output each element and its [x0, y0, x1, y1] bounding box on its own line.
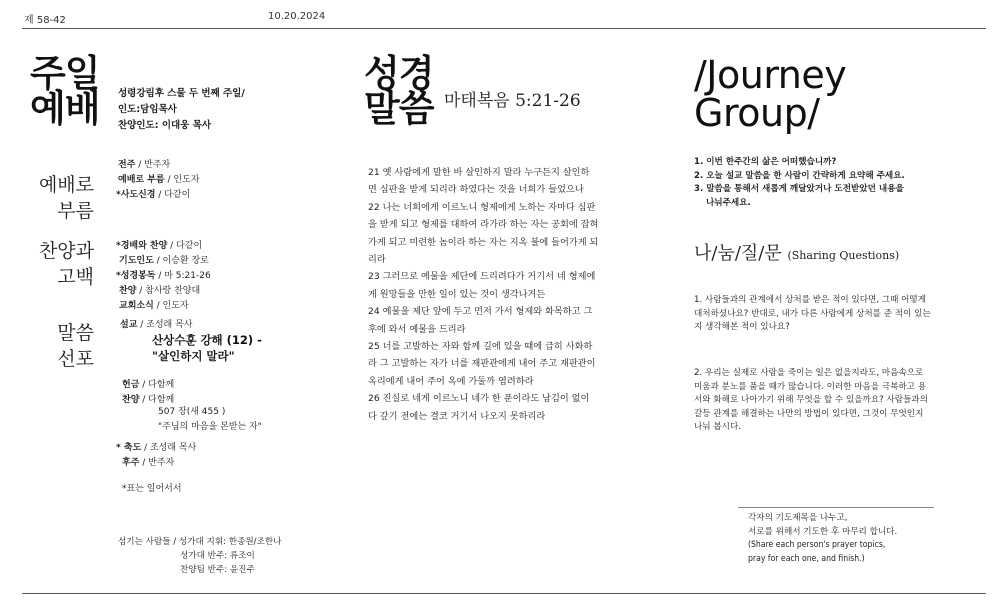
worship-title-line2: 예배: [30, 87, 100, 130]
order-who: / 다함께: [139, 395, 175, 405]
order-who: / 반주자: [139, 458, 175, 468]
servants-line3: 찬양팀 반주: 윤진주: [180, 565, 255, 575]
question-line: 1. 사람들과의 관계에서 상처를 받은 적이 있다면, 그때 어떻게: [694, 295, 927, 305]
hymn-number: 507 장(새 455 ): [158, 407, 226, 417]
question-line: 서와 화해로 나아가기 위해 무엇을 할 수 있을까요? 사람들과의: [694, 395, 928, 405]
section-label-line: 부름: [57, 200, 94, 222]
order-label: *사도신경: [116, 190, 156, 200]
passage-line: 을 받게 되고 형제를 대하여 라가라 하는 자는 공회에 잡혀: [368, 219, 599, 231]
sharing-question-1: [694, 294, 974, 335]
intro-question: 나눠주세요.: [694, 197, 751, 208]
order-item: [118, 173, 199, 188]
section-word-proclamation: [14, 320, 94, 372]
order-label: 설교: [120, 320, 138, 330]
order-item: [116, 239, 211, 254]
scripture-title-line1: 성경: [364, 52, 434, 95]
passage-line: 22 나는 너희에게 이르노니 형제에게 노하는 자마다 심판: [368, 201, 596, 213]
worship-title-line1: 주일: [30, 52, 100, 95]
closing-divider: [738, 507, 934, 508]
sharing-heading-ko: 나/눔/질/문: [694, 243, 782, 264]
passage-line: 26 진실로 네게 이르노니 네가 한 푼이라도 남김이 없이: [368, 393, 590, 405]
order-who: / 인도자: [153, 301, 189, 311]
question-line: 대처하셨나요? 반대로, 내가 다른 사람에게 상처를 준 적이 있는: [694, 308, 931, 319]
order-who: / 인도자: [164, 175, 200, 185]
passage-line: 라 그 고발하는 자가 너를 재판관에게 내어 주고 재판관이: [368, 358, 596, 370]
bulletin-date: 10.20.2024: [268, 11, 326, 22]
passage-line: 면 심판을 받게 되리라 하였다는 것을 너희가 들었으나: [368, 184, 584, 196]
order-label: 기도인도: [119, 256, 154, 266]
section-call-to-worship: [14, 172, 94, 224]
order-item: [116, 269, 211, 284]
closing-line-en: (Share each person's prayer topics,: [748, 540, 886, 550]
order-item: [122, 378, 174, 393]
passage-line: 옥리에게 내어 주어 옥에 가둘까 염려하라: [368, 375, 534, 387]
standing-note: *표는 일어서서: [122, 484, 182, 494]
journey-title-line2: Group/: [694, 91, 820, 135]
sermon-title-line1: 산상수훈 강해 (12) -: [152, 333, 262, 347]
order-who: / 참사랑 찬양대: [136, 286, 201, 296]
liturgical-day: 성령강림후 스물 두 번째 주일/: [118, 88, 245, 99]
order-label: 전주: [118, 160, 136, 170]
passage-line: 24 예물을 제단 앞에 두고 먼저 가서 형제와 화목하고 그: [368, 306, 593, 318]
intro-question: 1. 이번 한주간의 삶은 어떠했습니까?: [694, 157, 837, 167]
journey-intro-questions: [694, 156, 905, 210]
sharing-heading-en: (Sharing Questions): [787, 249, 900, 262]
passage-line: 다 갚기 전에는 결코 거기서 나오지 못하리라: [368, 410, 546, 422]
call-to-worship-list: [118, 158, 199, 203]
section-label-line: 찬양과: [38, 240, 94, 262]
order-who: / 다같이: [167, 241, 203, 251]
order-label: 교회소식: [119, 301, 154, 311]
order-who: / 다같이: [155, 190, 191, 200]
order-item: [122, 456, 196, 471]
question-line: 2. 우리는 실제로 사람을 죽이는 일은 없을지라도, 마음속으로: [694, 368, 924, 378]
hymn-info: [158, 405, 262, 435]
praise-list: [116, 239, 211, 314]
sharing-questions-heading: [694, 239, 899, 265]
order-who: / 이승환 장로: [153, 256, 209, 266]
order-item: [116, 441, 196, 456]
scripture-passage: [368, 164, 640, 425]
question-line: 나눠 봅시다.: [694, 422, 741, 432]
intro-question: 2. 오늘 설교 말씀을 한 사람이 간략하게 요약해 주세요.: [694, 170, 905, 181]
question-line: 미움과 분노를 품을 때가 많습니다. 이러한 마음을 극복하고 용: [694, 381, 927, 392]
worship-subtitle: [118, 86, 245, 134]
worship-title: [30, 52, 100, 130]
closing-line-en: pray for each one, and finish.): [748, 553, 865, 564]
order-who: / 조성래 목사: [141, 443, 197, 453]
order-label: * 축도: [116, 443, 142, 453]
order-label: 찬양: [119, 286, 137, 296]
sermon-title-line2: "살인하지 말라": [152, 349, 235, 363]
order-label: 헌금: [122, 380, 140, 390]
closing-instructions: [748, 512, 897, 566]
passage-line: 21 옛 사람에게 말한 바 살인하지 말라 누구든지 살인하: [368, 167, 590, 178]
servants-line1: 섬기는 사람들 / 성가대 지휘: 한종원/조한나: [118, 537, 282, 547]
servants-line2: 성가대 반주: 류조이: [180, 551, 255, 561]
passage-line: 리라: [368, 254, 386, 266]
order-item: [118, 158, 199, 173]
scripture-reference: 마태복음 5:21-26: [444, 91, 581, 111]
intro-question: 3. 말씀을 통해서 새롭게 깨달았거나 도전받았던 내용을: [694, 184, 904, 194]
scripture-title: [364, 52, 434, 130]
order-who: / 반주자: [135, 160, 171, 170]
order-item: [119, 284, 211, 299]
order-label: *성경봉독: [116, 271, 156, 281]
order-label: *경배와 찬양: [116, 241, 168, 251]
order-who: / 조성래 목사: [137, 320, 193, 330]
scripture-title-line2: 말씀: [364, 87, 434, 130]
hymn-title: "주님의 마음을 본받는 자": [158, 422, 262, 432]
passage-line: 가게 되고 미련한 놈이라 하는 자는 지옥 불에 들어가게 되: [368, 236, 599, 248]
issue-number: 제 58-42: [24, 15, 66, 26]
passage-line: 후에 와서 예물을 드리라: [368, 323, 466, 335]
passage-line: 게 원망들을 만한 일이 있는 것이 생각나거든: [368, 288, 546, 300]
question-line: 갈등 관계를 해결하는 나만의 방법이 있다면, 그것이 무엇인지: [694, 408, 924, 419]
passage-line: 23 그러므로 예물을 제단에 드리려다가 거기서 네 형제에: [368, 271, 596, 283]
order-label: 찬양: [122, 395, 140, 405]
section-praise-confession: [14, 238, 94, 290]
praise-leader: 찬양인도: 이대웅 목사: [118, 120, 212, 131]
order-label: 예배로 부름: [118, 175, 165, 185]
order-label: 후주: [122, 458, 140, 468]
top-divider: [22, 28, 986, 29]
benediction-list: [116, 441, 196, 471]
worship-leader: 인도:담임목사: [118, 104, 177, 115]
bottom-divider: [22, 593, 986, 594]
sharing-question-2: [694, 367, 974, 435]
sermon-item: [120, 318, 192, 333]
journey-group-title: [694, 53, 847, 135]
order-item: [119, 299, 211, 314]
section-label-line: 고백: [57, 266, 94, 288]
closing-line: 각자의 기도제목을 나누고,: [748, 513, 848, 523]
order-who: / 다함께: [139, 380, 175, 390]
order-item: [116, 188, 199, 203]
journey-title-line1: /Journey: [694, 53, 847, 97]
sermon-title: [152, 332, 262, 364]
section-label-line: 선포: [57, 348, 94, 370]
passage-line: 25 너를 고발하는 자와 함께 길에 있을 때에 급히 사화하: [368, 341, 593, 353]
section-label-line: 예배로: [38, 174, 94, 196]
order-who: / 마 5:21-26: [155, 271, 211, 281]
closing-line: 서로를 위해서 기도한 후 마무리 합니다.: [748, 526, 898, 537]
question-line: 지 생각해본 적이 있나요?: [694, 322, 790, 332]
offering-list: [122, 378, 174, 408]
order-item: [119, 254, 211, 269]
section-label-line: 말씀: [57, 322, 94, 344]
